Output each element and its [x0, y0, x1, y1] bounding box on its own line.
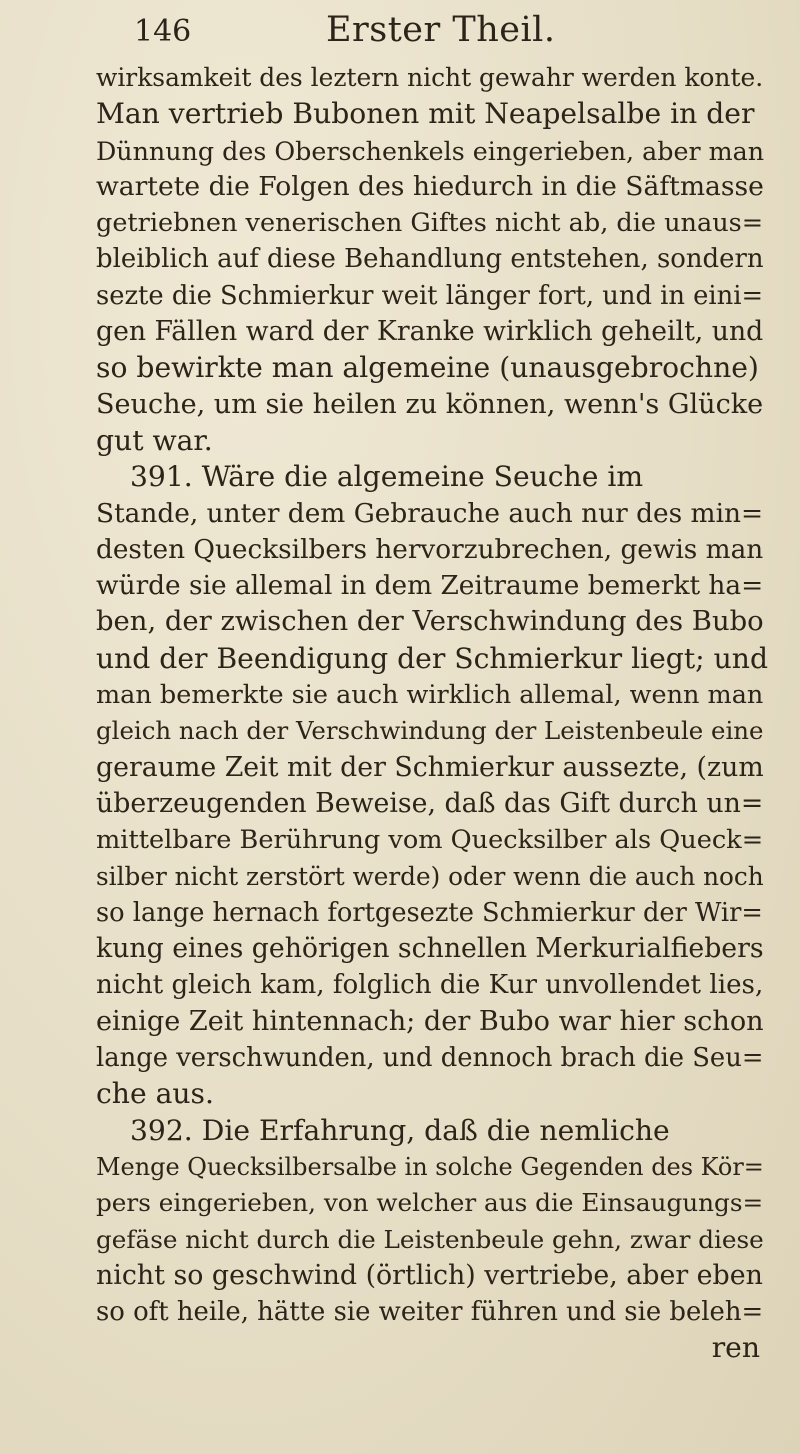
- text-line: so oft heile, hätte sie weiter führen und sie beleh=: [96, 1297, 764, 1328]
- text-line: silber nicht zerstört werde) oder wenn die auch noch: [96, 861, 764, 891]
- text-line: getriebnen venerischen Giftes nicht ab, die unaus=: [96, 208, 764, 239]
- running-title: Erster Theil.: [326, 10, 556, 50]
- text-line: gut war.: [96, 423, 213, 457]
- text-line: Seuche, um sie heilen zu können, wenn's Glücke: [96, 388, 764, 420]
- text-line: gleich nach der Verschwindung der Leistenbeule eine: [96, 716, 764, 746]
- text-line: mittelbare Berührung vom Quecksilber als Queck=: [96, 825, 764, 856]
- text-line: kung eines gehörigen schnellen Merkurialfiebers: [96, 933, 764, 965]
- text-line: geraume Zeit mit der Schmierkur aussezte, (zum: [96, 751, 764, 783]
- paragraph-start-392: 392. Die Erfahrung, daß die nemliche: [130, 1113, 670, 1147]
- text-line: überzeugenden Beweise, daß das Gift durch un=: [96, 787, 764, 819]
- text-line: sezte die Schmierkur weit länger fort, und in eini=: [96, 280, 764, 311]
- text-line: lange verschwunden, und dennoch brach die Seu=: [96, 1043, 764, 1074]
- running-head: [96, 10, 770, 60]
- text-line: man bemerkte sie auch wirklich allemal, wenn man: [96, 680, 764, 711]
- text-line: bleiblich auf diese Behandlung entstehen, sondern: [96, 244, 764, 275]
- text-line: Menge Quecksilbersalbe in solche Gegenden des Kör=: [96, 1152, 764, 1181]
- body-text: [96, 60, 770, 1367]
- text-line: wirksamkeit des leztern nicht gewahr werden konte.: [96, 63, 764, 92]
- text-line: so bewirkte man algemeine (unausgebrochne): [96, 351, 759, 385]
- text-line: pers eingerieben, von welcher aus die Einsaugungs=: [96, 1188, 764, 1218]
- text-line: einige Zeit hintennach; der Bubo war hier schon: [96, 1005, 764, 1037]
- paragraph-start-391: 391. Wäre die algemeine Seuche im: [130, 460, 644, 494]
- text-line: gen Fällen ward der Kranke wirklich geheilt, und: [96, 316, 764, 348]
- text-line: che aus.: [96, 1077, 214, 1111]
- text-line: Man vertrieb Bubonen mit Neapelsalbe in der: [96, 97, 755, 131]
- text-line: Stande, unter dem Gebrauche auch nur des min=: [96, 498, 764, 529]
- catchword: ren: [711, 1331, 760, 1365]
- text-line: nicht gleich kam, folglich die Kur unvollendet lies,: [96, 970, 764, 1001]
- text-line: so lange hernach fortgesezte Schmierkur der Wir=: [96, 897, 763, 928]
- text-line: Dünnung des Oberschenkels eingerieben, aber man: [96, 135, 765, 166]
- text-line: gefäse nicht durch die Leistenbeule gehn, zwar diese: [96, 1224, 764, 1254]
- text-line: nicht so geschwind (örtlich) vertriebe, aber eben: [96, 1259, 763, 1291]
- page-number: 146: [134, 14, 192, 49]
- text-line: wartete die Folgen des hiedurch in die Säftmasse: [96, 170, 764, 202]
- text-line: würde sie allemal in dem Zeitraume bemerkt ha=: [96, 571, 764, 602]
- text-line: desten Quecksilbers hervorzubrechen, gewis man: [96, 534, 764, 565]
- text-line: ben, der zwischen der Verschwindung des Bubo: [96, 606, 764, 638]
- text-line: und der Beendigung der Schmierkur liegt; und: [96, 641, 768, 675]
